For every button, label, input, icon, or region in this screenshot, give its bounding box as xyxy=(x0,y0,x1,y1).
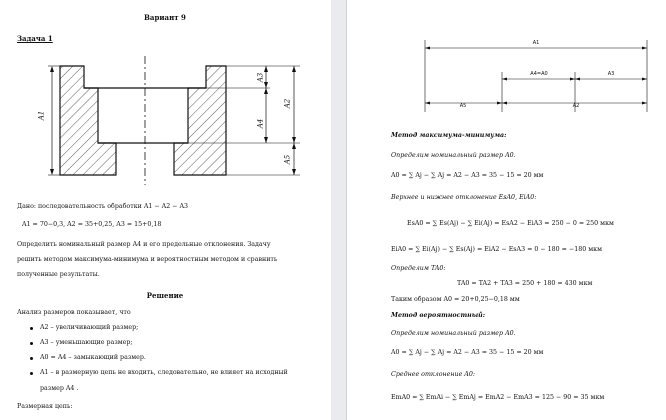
ta-heading: Определим TA0: xyxy=(391,265,446,272)
task-heading: Задача 1 xyxy=(17,34,53,43)
bullet-dot xyxy=(30,327,33,330)
bullet-dot xyxy=(30,372,33,375)
task-line-3: полученные результаты. xyxy=(17,271,100,278)
task-line-1: Определить номинальный размер A4 и его предельные отклонения. Задачу xyxy=(17,241,271,248)
ei-formula: EiA0 = ∑ Ei(Aj) − ∑ Es(Aj) = EiA2 − EsA3 = 0 − 180 = −180 мкм xyxy=(391,246,602,253)
mean-heading: Среднее отклонение A0: xyxy=(391,371,475,378)
bullet-item: A1 – в размерную цепь не входить, следовательно, не влияет на исходный xyxy=(40,369,288,376)
diagram-a4a0-label: A4=A0 xyxy=(530,71,548,77)
given-text: Дано: последовательность обработки A1 − A2 − A3 xyxy=(17,203,189,210)
dimension-chain-diagram xyxy=(347,0,666,120)
bullet-item-cont: размер A4 . xyxy=(40,385,79,392)
nominal-heading-2: Определим номинальный размер A0. xyxy=(391,330,516,337)
result-text: Таким образом A0 = 20+0,25−0,18 мм xyxy=(391,296,520,303)
bullet-item: A3 – уменьшающие размер; xyxy=(40,339,133,346)
mean-formula: EmA0 = ∑ EmAi − ∑ EmAj = EmA2 − EmA3 = 125 − 90 = 35 мкм xyxy=(391,394,605,401)
bullet-item: A2 – увеличивающий размер; xyxy=(40,324,139,331)
solution-heading: Решение xyxy=(146,291,184,300)
es-formula: EsA0 = ∑ Es(Aj) − ∑ Ei(Aj) = EsA2 − EiA3 = 250 − 0 = 250 мкм xyxy=(407,220,614,227)
nominal-formula-2: A0 = ∑ Aj − ∑ Aj = A2 − A3 = 35 − 15 = 20 мм xyxy=(391,349,544,356)
bullet-dot xyxy=(30,342,33,345)
diagram-a3-label: A3 xyxy=(607,71,615,77)
diagram-a2-label: A2 xyxy=(572,103,580,109)
dim-a5-label: A5 xyxy=(283,154,292,165)
part-drawing xyxy=(0,0,331,200)
diagram-a5-label: A5 xyxy=(459,103,467,109)
variant-title: Вариант 9 xyxy=(144,13,186,22)
analysis-text: Анализ размеров показывает, что xyxy=(17,309,131,316)
given-values: A1 = 70−0,3, A2 = 35+0,25, A3 = 15+0,18 xyxy=(22,221,162,228)
nominal-formula: A0 = ∑ Aj − ∑ Aj = A2 − A3 = 35 − 15 = 20 мм xyxy=(391,172,544,179)
ta-formula: TA0 = TA2 + TA3 = 250 + 180 = 430 мкм xyxy=(457,280,593,287)
method-prob-heading: Метод вероятностный: xyxy=(391,312,486,319)
deviation-heading: Верхнее и нижнее отклонение EsA0, EiA0: xyxy=(391,194,537,201)
left-page xyxy=(0,0,331,420)
task-line-2: решить методом максимума-минимума и вероятностным методом и сравнить xyxy=(17,256,278,263)
dim-a2-label: A2 xyxy=(283,98,292,109)
diagram-a1-label: A1 xyxy=(532,40,540,46)
chain-label: Размерная цепь: xyxy=(17,403,73,410)
right-page xyxy=(346,0,666,420)
method-maxmin-heading: Метод максимума-минимума: xyxy=(391,132,507,139)
bullet-dot xyxy=(30,357,33,360)
dim-a4-label: A4 xyxy=(256,118,265,129)
dim-a1-label: A1 xyxy=(37,110,46,121)
bullet-item: A0 = A4 – замыкающий размер. xyxy=(40,354,146,361)
dim-a3-label: A3 xyxy=(256,72,265,83)
nominal-heading: Определим номинальный размер A0. xyxy=(391,152,516,159)
